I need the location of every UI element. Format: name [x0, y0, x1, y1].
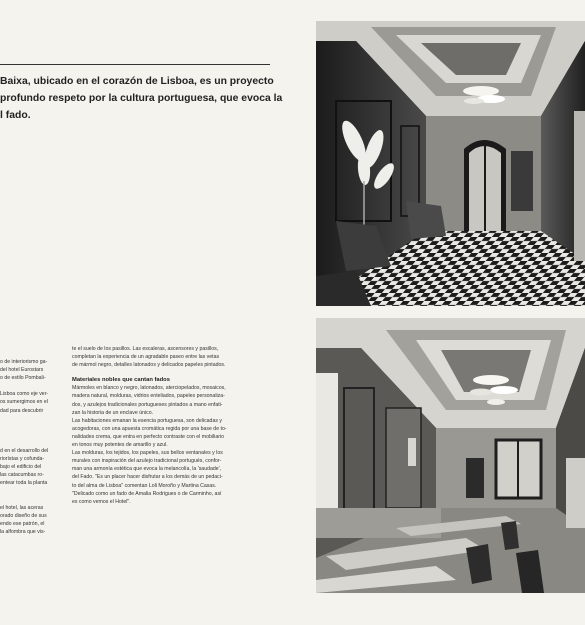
- text-line: del hotel Eurostars: [0, 367, 44, 374]
- text-line: la alfombra que vis-: [0, 528, 46, 535]
- dining-room-photo: [316, 318, 585, 593]
- text-line: completan la experiencia de un agradable paseo entre las vetas: [72, 354, 220, 361]
- text-line: man una armonía estética que evoca la melancolía, la 'saudade',: [72, 466, 222, 473]
- text-line: es como vemos el Hotel".: [72, 498, 131, 505]
- text-line: madera natural, molduras, vidrios enteliados, papeles personaliza-: [72, 393, 225, 400]
- text-line: te el suelo de los pasillos. Las escaleras, ascensores y pasillos,: [72, 346, 219, 352]
- text-line: riorístas y cofunda-: [0, 456, 45, 463]
- text-line: Lisboa como eje ver-: [0, 391, 49, 398]
- text-line: endo ese patrón, el: [0, 520, 45, 527]
- body-column-right: [72, 345, 272, 506]
- text-line: "Delicado como un fado de Amalia Rodrigues o de Carminho, así: [72, 490, 222, 497]
- text-line: to del alma de Lisboa" comentan Loli Moroño y Martina Casas.: [72, 482, 217, 489]
- dining-room-photo-illustration: [316, 318, 585, 593]
- text-line: de mármol negro, detalles latonados y delicados papeles pintados.: [72, 362, 226, 369]
- lead-line: profundo respeto por la cultura portuguesa, que evoca la: [0, 93, 283, 104]
- text-line: [0, 423, 66, 431]
- text-line: dos, y azulejos tradicionales portugueses pintados a mano enfati-: [72, 401, 223, 408]
- text-line: dad para descubrir: [0, 407, 44, 414]
- text-line: entear toda la planta: [0, 480, 48, 487]
- text-line: acogedoras, con una apuesta cromática regida por una base de to-: [72, 425, 227, 432]
- text-line: o de estilo Pombali-: [0, 375, 46, 382]
- lead-line: l fado.: [0, 110, 31, 121]
- text-line: Las molduras, los tejidos, los papeles, sus bellos ventanales y los: [72, 450, 223, 457]
- lobby-photo-illustration: [316, 21, 585, 306]
- lead-line: Baixa, ubicado en el corazón de Lisboa, es un proyecto: [0, 76, 274, 87]
- text-line: orado diseño de sus: [0, 512, 47, 519]
- lobby-photo: [316, 21, 585, 306]
- text-line: Mármoles en blanco y negro, latonados, aterciopelados, mosaicos,: [72, 385, 226, 392]
- text-line: bajo el edificio del: [0, 464, 42, 471]
- text-line: nalidades crema, que entra en perfecto contraste con el mobiliario: [72, 433, 224, 440]
- text-line: el hotel, las aceras: [0, 504, 44, 511]
- text-line: [0, 488, 66, 496]
- text-line: [0, 496, 66, 504]
- lead-paragraph: [0, 73, 283, 124]
- text-line: o de interiorismo ga-: [0, 359, 48, 365]
- body-column-left: [0, 358, 66, 536]
- text-line: las catacumbas ro-: [0, 472, 44, 479]
- text-line: Las habitaciones emanan la esencia portuguesa, son delicadas y: [72, 417, 222, 424]
- text-line: en tonos muy potentes de amarillo y azul.: [72, 442, 168, 449]
- text-line: os sumergimos en el: [0, 399, 48, 406]
- section-heading: Materiales nobles que cantan fados: [72, 377, 170, 384]
- text-line: del Fado. "Es un placer hacer disfrutar a los demás de un pedaci-: [72, 474, 223, 481]
- text-line: [0, 439, 66, 447]
- text-line: zan la historia de un enclave único.: [72, 409, 154, 416]
- text-line: [0, 431, 66, 439]
- text-line: [0, 415, 66, 423]
- text-line: [0, 382, 66, 390]
- header-rule: [0, 64, 270, 65]
- text-line: d en el desarrollo del: [0, 448, 49, 455]
- text-line: murales con inspiración del azulejo tradicional portugués, confor-: [72, 458, 222, 465]
